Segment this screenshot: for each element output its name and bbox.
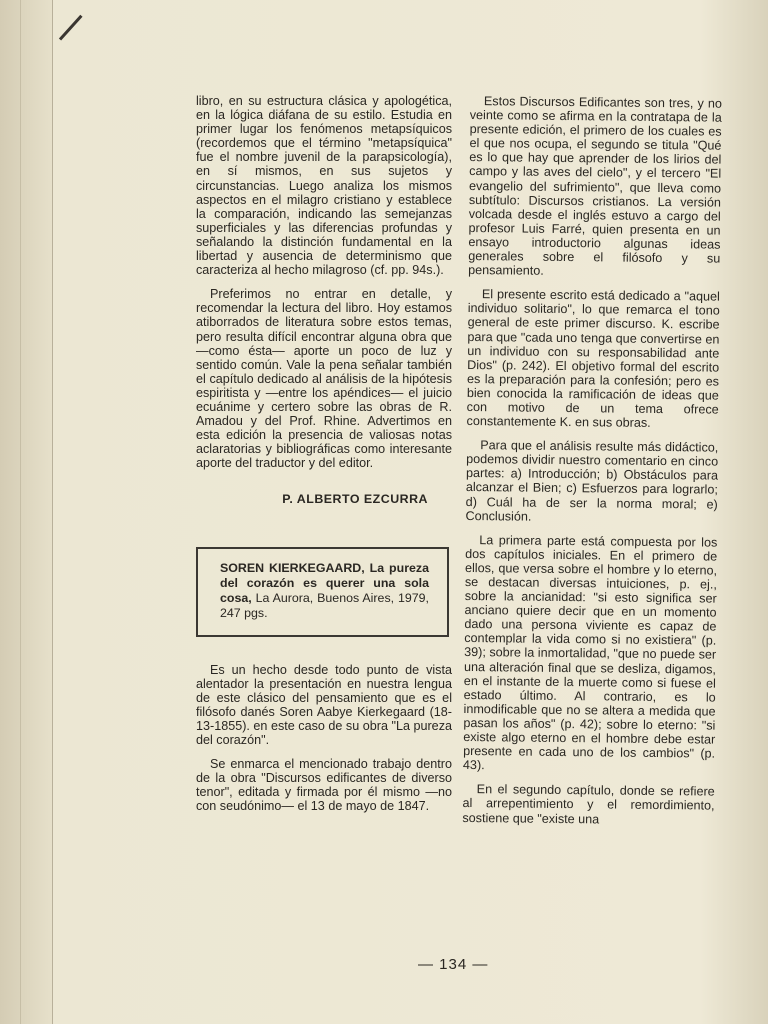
paragraph: Se enmarca el mencionado trabajo dentro de la obra "Discursos edificantes de diverso tenor", editada y firmada por él mismo —no con seudónimo— el 13 de mayo de 1847. bbox=[196, 757, 452, 814]
review-author: P. ALBERTO EZCURRA bbox=[282, 492, 428, 507]
paragraph: Estos Discursos Edificantes son tres, y no veinte como se afirma en la contratapa de la presente edición, el primero de los cuales es el que nos ocupa, el segundo se titula "Qué es lo que hay que aprender de los lirios del campo y las aves del cielo", y el tercero "El evangelio del sufrimiento", que lleva como subtítulo: Discursos cristianos. La versión volcada desde el inglés estuvo a cargo del profesor Luis Farré, quien presenta en un ensayo introductorio algunas ideas generales sobre el filósofo y su pensamiento. bbox=[468, 94, 722, 278]
paragraph: libro, en su estructura clásica y apologética, en la lógica diáfana de su estilo. Estudia en primer lugar los fenómenos metapsíquicos (recordemos que el término "metapsíquica" fue el nombre juvenil de la parapsicología), en sí mismos, en sus sujetos y circunstancias. Luego analiza los mismos aspectos en el milagro cristiano y establece la comparación, indicando las semejanzas superficiales y las diferencias profundas y señalando la distinción fundamental en la libertad y ausencia de determinismo que caracteriza al hecho milagroso (cf. pp. 94s.). bbox=[196, 94, 452, 278]
book-reference-box bbox=[196, 547, 449, 637]
pen-mark bbox=[59, 15, 83, 41]
paragraph: Preferimos no entrar en detalle, y recomendar la lectura del libro. Hoy estamos atiborrados de literatura sobre estos temas, pero resulta difícil encontrar alguna obra que —como ésta— aporte un poco de luz y sentido común. Vale la pena señalar también el capítulo dedicado al análisis de la hipótesis espiritista y —entre los apéndices— el juicio ecuánime y certero sobre las obras de R. Amadou y del Prof. Rhine. Advertimos en esta edición la presencia de valiosas notas aclaratorias y bibliográficas como interesante aporte del traductor y del editor. bbox=[196, 287, 452, 471]
book-details: La Aurora, Buenos Aires, 1979, 247 pgs. bbox=[220, 590, 429, 620]
paragraph: La primera parte está compuesta por los dos capítulos iniciales. En el primero de ellos, que versa sobre el hombre y lo eterno, se destacan diversas intuiciones, p. ej., sobre la ancianidad: "si esto significa ser anciano quiere decir que en un momento dado una persona viviente es capaz de contemplar la vida como si no existiera" (p. 39); sobre la inmortalidad, "que no puede ser una alteración final que se desliza, digamos, en el instante de la muerte como si fuese el estado último. Al contrario, es lo inmodificable que no se altera a medida que pasan los años" (p. 42); sobre lo eterno: "si existe algo eterno en el hombre debe estar presente en cada uno de los cambios" (p. 43). bbox=[462, 532, 718, 773]
page-edge bbox=[0, 0, 53, 1024]
right-column bbox=[462, 94, 722, 837]
paragraph: Para que el análisis resulte más didáctico, podemos dividir nuestro comentario en cinco partes: a) Introducción; b) Obstáculos para alcanzar el Bien; c) Esfuerzos para lograrlo; d) Cuál ha de ser la norma moral; e) Conclusión. bbox=[465, 438, 719, 524]
paragraph: Es un hecho desde todo punto de vista alentador la presentación en nuestra lengua de este clásico del pensamiento que es el filósofo danés Soren Aabye Kierkegaard (18-13-1855). en este caso de su obra "La pureza del corazón". bbox=[196, 662, 452, 747]
book-title: SOREN KIERKEGAARD, La pureza del corazón es querer una sola cosa, bbox=[220, 560, 429, 605]
paragraph: El presente escrito está dedicado a "aquel individuo solitario", lo que remarca el tono general de este primer discurso. K. escribe para que "cada uno tenga que convertirse en un individuo con su responsabilidad ante Dios" (p. 242). El objetivo formal del escrito es la preparación para la confesión; pero es bien conocida la ramificación de ideas que con motivo de un tema ofrece constantemente K. en sus obras. bbox=[466, 287, 720, 430]
page-number: — 134 — bbox=[418, 956, 489, 973]
left-column bbox=[196, 94, 452, 823]
paragraph: En el segundo capítulo, donde se refiere al arrepentimiento y el remordimiento, sostiene que "existe una bbox=[462, 782, 715, 826]
